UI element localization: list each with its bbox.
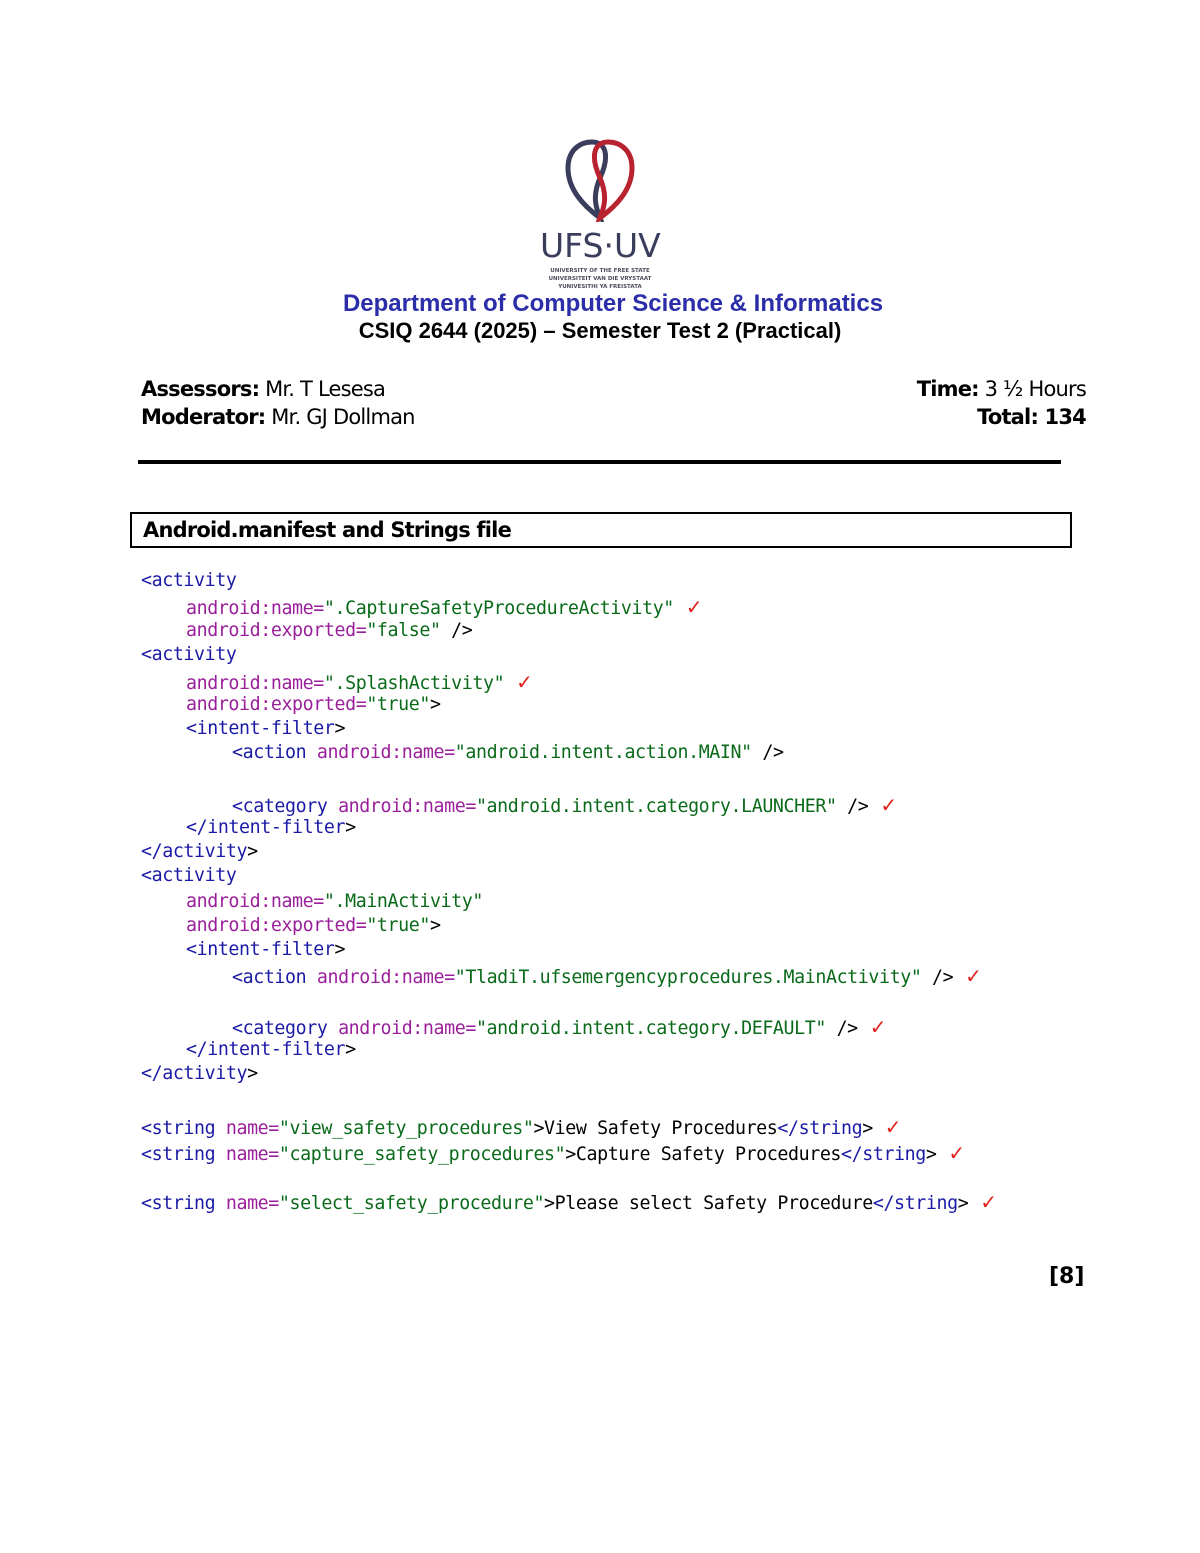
code-token: > — [345, 1039, 356, 1060]
code-token: ".CaptureSafetyProcedureActivity" — [323, 598, 674, 619]
code-token: </intent-filter — [186, 1039, 346, 1060]
ufs-logo — [540, 138, 660, 290]
code-token: ".SplashActivity" — [323, 673, 505, 694]
code-token: </string — [777, 1118, 863, 1139]
marks-total: [8] — [1049, 1264, 1085, 1289]
code-line — [141, 644, 236, 665]
code-line — [232, 964, 982, 988]
code-token: name= — [225, 1144, 279, 1165]
code-token: > — [334, 939, 346, 960]
code-line — [141, 1141, 965, 1165]
code-token: /> — [921, 967, 954, 988]
code-token: android:exported= — [186, 620, 367, 641]
code-token: <string — [141, 1193, 226, 1214]
code-line — [186, 1039, 356, 1060]
code-line — [186, 670, 532, 694]
code-token: android:name= — [316, 967, 455, 988]
code-line — [232, 742, 784, 763]
code-token: > — [345, 817, 356, 838]
code-token: android:name= — [338, 796, 476, 817]
time-value: 3 ½ Hours — [978, 377, 1086, 401]
code-line — [232, 1015, 886, 1039]
code-line — [186, 939, 345, 960]
shield-icon — [562, 138, 638, 222]
code-token: android:name= — [186, 891, 324, 912]
code-token: android:exported= — [186, 694, 367, 715]
code-line — [186, 620, 472, 641]
code-token: <activity — [141, 865, 237, 886]
code-line — [141, 1115, 901, 1139]
code-token: android:name= — [316, 742, 455, 763]
code-line — [141, 570, 236, 591]
checkmark-icon: ✓ — [857, 1015, 887, 1039]
time-line — [917, 377, 1086, 401]
assessors-line — [141, 377, 385, 401]
code-token: </string — [872, 1193, 958, 1214]
logo-line: YUNIVESITHI YA FREISTATA — [558, 284, 642, 290]
code-token: > — [925, 1144, 937, 1165]
checkmark-icon: ✓ — [936, 1141, 965, 1165]
code-token: android:exported= — [186, 915, 367, 936]
code-token: <action — [232, 742, 317, 763]
code-token: <activity — [141, 570, 237, 591]
code-token: > — [429, 694, 441, 715]
code-token: <category — [232, 1018, 339, 1039]
code-token: <string — [141, 1144, 226, 1165]
code-token: </string — [841, 1144, 926, 1165]
code-token: "true" — [366, 694, 430, 715]
assessors-value: Mr. T Lesesa — [259, 377, 386, 401]
code-line — [141, 841, 258, 862]
code-token: /> — [836, 796, 869, 817]
checkmark-icon: ✓ — [953, 964, 982, 988]
code-token: "false" — [366, 620, 441, 641]
code-token: name= — [225, 1118, 279, 1139]
checkmark-icon: ✓ — [673, 595, 703, 619]
code-token: > — [862, 1118, 873, 1139]
logo-line: UNIVERSITY OF THE FREE STATE — [550, 268, 650, 274]
code-line — [186, 694, 441, 715]
code-token: /> — [440, 620, 473, 641]
total-line — [977, 405, 1086, 429]
code-token: "true" — [366, 915, 430, 936]
code-line — [141, 1190, 997, 1214]
code-line — [141, 1063, 258, 1084]
code-token: /> — [751, 742, 784, 763]
logo-line: UNIVERSITEIT VAN DIE VRYSTAAT — [548, 276, 652, 282]
code-token: /> — [825, 1018, 858, 1039]
checkmark-icon: ✓ — [868, 793, 897, 817]
code-token: <category — [232, 796, 339, 817]
code-token: </activity — [141, 841, 248, 862]
code-token: <activity — [141, 644, 237, 665]
code-line — [141, 865, 236, 886]
code-token: >Capture Safety Procedures — [565, 1144, 842, 1165]
code-token: > — [247, 841, 258, 862]
code-token: name= — [225, 1193, 279, 1214]
code-token: "android.intent.category.LAUNCHER" — [475, 796, 837, 817]
code-token: ".MainActivity" — [323, 891, 483, 912]
moderator-value: Mr. GJ Dollman — [265, 405, 415, 429]
code-line — [186, 595, 702, 619]
assessors-label: Assessors: — [141, 377, 260, 401]
code-token: <intent-filter — [186, 718, 335, 739]
code-token: "android.intent.category.DEFAULT" — [475, 1018, 826, 1039]
moderator-label: Moderator: — [141, 405, 266, 429]
total-label: Total: 134 — [977, 405, 1086, 429]
checkmark-icon: ✓ — [968, 1190, 997, 1214]
code-line — [186, 915, 441, 936]
moderator-line — [141, 405, 415, 429]
code-token: > — [247, 1063, 258, 1084]
code-token: "capture_safety_procedures" — [278, 1144, 566, 1165]
checkmark-icon: ✓ — [872, 1115, 902, 1139]
code-line — [186, 817, 356, 838]
code-token: >Please select Safety Procedure — [544, 1193, 873, 1214]
code-token: android:name= — [338, 1018, 476, 1039]
code-token: <intent-filter — [186, 939, 335, 960]
code-token: "select_safety_procedure" — [278, 1193, 545, 1214]
code-token: >View Safety Procedures — [533, 1118, 778, 1139]
code-token: </intent-filter — [186, 817, 346, 838]
code-line — [186, 718, 345, 739]
section-title: Android.manifest and Strings file — [143, 518, 512, 542]
logo-wordmark: UFS·UV — [540, 226, 661, 265]
code-token: "view_safety_procedures" — [278, 1118, 534, 1139]
code-token: > — [957, 1193, 969, 1214]
time-label: Time: — [916, 377, 979, 401]
code-token: "android.intent.action.MAIN" — [454, 742, 752, 763]
code-token: </activity — [141, 1063, 248, 1084]
section-heading-box — [130, 512, 1072, 548]
code-token: <string — [141, 1118, 226, 1139]
code-line — [232, 793, 897, 817]
header-divider — [138, 460, 1061, 464]
course-title: CSIQ 2644 (2025) – Semester Test 2 (Practical) — [358, 318, 842, 343]
checkmark-icon: ✓ — [504, 670, 533, 694]
code-token: <action — [232, 967, 317, 988]
department-title: Department of Computer Science & Informatics — [342, 290, 884, 317]
code-token: android:name= — [186, 673, 324, 694]
code-token: > — [334, 718, 346, 739]
code-line — [186, 891, 483, 912]
code-token: > — [429, 915, 441, 936]
code-token: android:name= — [186, 598, 324, 619]
code-token: "TladiT.ufsemergencyprocedures.MainActivity" — [454, 967, 922, 988]
